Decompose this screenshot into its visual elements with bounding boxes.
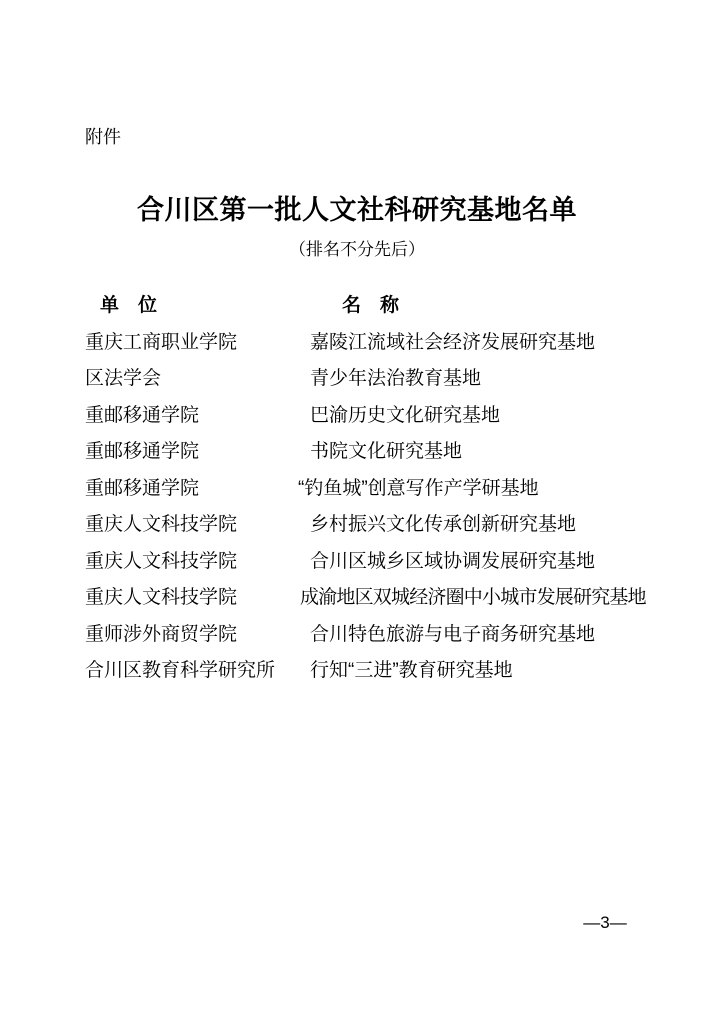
table-row-unit: 重师涉外商贸学院: [85, 623, 238, 645]
table-row-unit: 重邮移通学院: [85, 441, 200, 462]
page-title: 合川区第一批人文社科研究基地名单: [137, 195, 577, 225]
table-row-name: 合川区城乡区域协调发展研究基地: [310, 550, 596, 572]
table-row-unit: 区法学会: [85, 368, 162, 389]
table-row-name: 巴渝历史文化研究基地: [310, 404, 501, 426]
table-row-unit: 重邮移通学院: [85, 477, 200, 499]
page-subtitle: （排名不分先后）: [289, 240, 425, 259]
table-row-name: 行知“三进”教育研究基地: [310, 660, 513, 681]
table-row-unit: 重庆人文科技学院: [85, 514, 238, 535]
table-row-unit: 合川区教育科学研究所: [85, 660, 276, 681]
table-row-unit: 重庆人文科技学院: [85, 550, 238, 572]
table-row-name: 合川特色旅游与电子商务研究基地: [310, 623, 596, 645]
table-row-name: 书院文化研究基地: [310, 441, 463, 462]
research-base-table: [85, 288, 675, 690]
table-row-name: 成渝地区双城经济圈中小城市发展研究基地: [300, 587, 646, 608]
table-row-name: “钓鱼城”创意写作产学研基地: [298, 477, 539, 499]
table-row-name: 嘉陵江流域社会经济发展研究基地: [310, 331, 596, 353]
attachment-label: 附件: [85, 127, 121, 147]
column-header-name: 名 称: [342, 295, 400, 316]
page-number: —3—: [583, 913, 627, 932]
column-header-unit: 单 位: [100, 295, 158, 316]
table-row-unit: 重邮移通学院: [85, 404, 200, 426]
table-row-unit: 重庆工商职业学院: [85, 331, 238, 353]
table-row-name: 乡村振兴文化传承创新研究基地: [310, 514, 577, 535]
table-row-unit: 重庆人文科技学院: [85, 587, 238, 608]
table-row-name: 青少年法治教育基地: [310, 368, 482, 389]
